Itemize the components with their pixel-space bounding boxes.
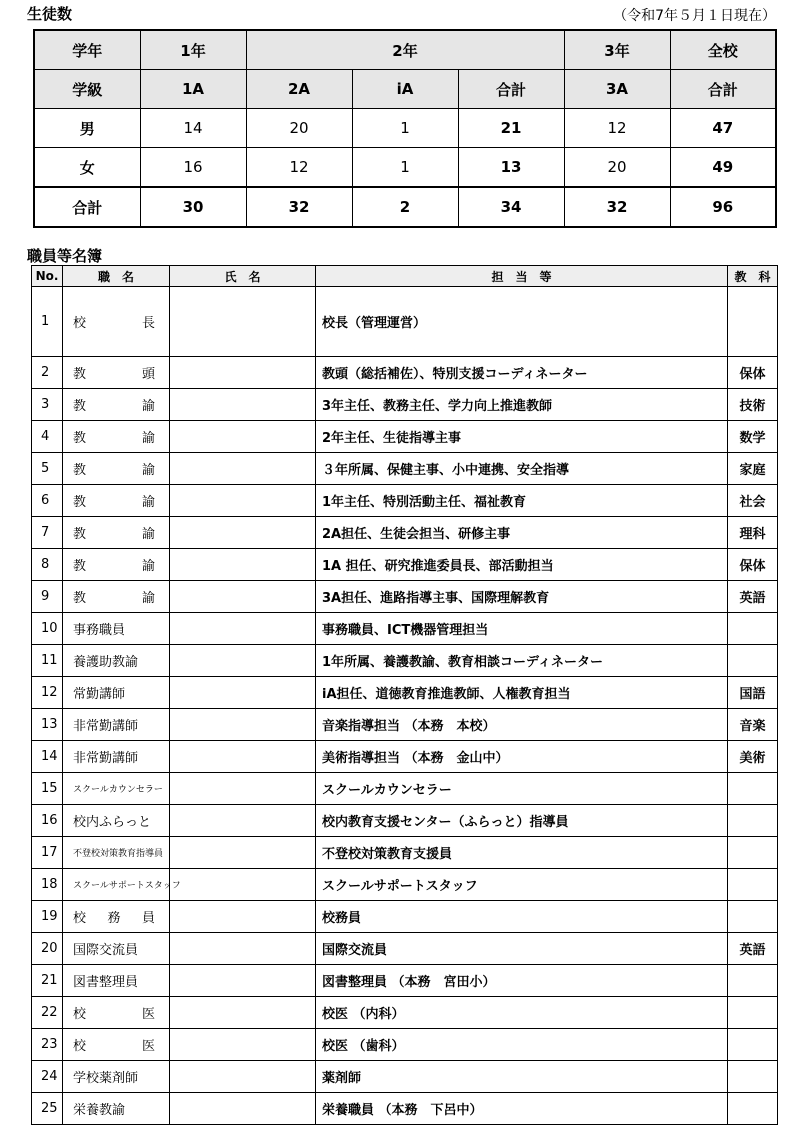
staff-subject: 美術 <box>728 741 778 773</box>
staff-name <box>170 1029 316 1061</box>
staff-name <box>170 517 316 549</box>
staff-row <box>32 645 778 677</box>
class-ia-header: iA <box>352 70 458 109</box>
header-name: 氏 名 <box>170 266 316 287</box>
staff-position: 教頭 <box>63 357 170 389</box>
staff-row <box>32 549 778 581</box>
staff-no: 24 <box>32 1061 63 1093</box>
staff-no: 4 <box>32 421 63 453</box>
staff-position: 国際交流員 <box>63 933 170 965</box>
subtotal-cell: 21 <box>458 109 564 148</box>
count-cell: 20 <box>246 109 352 148</box>
count-cell: 20 <box>564 148 670 188</box>
staff-subject <box>728 837 778 869</box>
staff-row <box>32 581 778 613</box>
staff-no: 21 <box>32 965 63 997</box>
staff-name <box>170 645 316 677</box>
staff-no: 9 <box>32 581 63 613</box>
staff-position: 教諭 <box>63 549 170 581</box>
staff-subject <box>728 997 778 1029</box>
staff-no: 13 <box>32 709 63 741</box>
staff-subject <box>728 1093 778 1125</box>
staff-subject: 技術 <box>728 389 778 421</box>
staff-row <box>32 773 778 805</box>
staff-position: 教諭 <box>63 485 170 517</box>
staff-no: 10 <box>32 613 63 645</box>
staff-name <box>170 287 316 357</box>
staff-row <box>32 357 778 389</box>
staff-duty: 3A担任、進路指導主事、国際理解教育 <box>316 581 728 613</box>
staff-position: 校内ふらっと <box>63 805 170 837</box>
staff-duty: 校内教育支援センター（ふらっと）指導員 <box>316 805 728 837</box>
staff-position: 教諭 <box>63 421 170 453</box>
count-cell: 1 <box>352 148 458 188</box>
staff-row <box>32 1093 778 1125</box>
staff-name <box>170 965 316 997</box>
class-2a-header: 2A <box>246 70 352 109</box>
staff-subject <box>728 1061 778 1093</box>
class-1a-header: 1A <box>140 70 246 109</box>
staff-duty: 1A 担任、研究推進委員長、部活動担当 <box>316 549 728 581</box>
staff-row <box>32 485 778 517</box>
staff-subject: 音楽 <box>728 709 778 741</box>
staff-row <box>32 677 778 709</box>
staff-name <box>170 1093 316 1125</box>
total-cell: 47 <box>670 109 776 148</box>
class-label: 学級 <box>34 70 140 109</box>
staff-duty: スクールサポートスタッフ <box>316 869 728 901</box>
staff-subject <box>728 965 778 997</box>
staff-duty: 校医 （歯科） <box>316 1029 728 1061</box>
staff-duty: 国際交流員 <box>316 933 728 965</box>
staff-position: スクールカウンセラー <box>63 773 170 805</box>
staff-no: 11 <box>32 645 63 677</box>
staff-no: 1 <box>32 287 63 357</box>
staff-row <box>32 709 778 741</box>
staff-subject: 保体 <box>728 357 778 389</box>
staff-subject <box>728 805 778 837</box>
staff-row <box>32 933 778 965</box>
staff-position: 校医 <box>63 997 170 1029</box>
staff-position: 栄養教諭 <box>63 1093 170 1125</box>
staff-name <box>170 773 316 805</box>
staff-duty: 3年主任、教務主任、学力向上推進教師 <box>316 389 728 421</box>
staff-no: 16 <box>32 805 63 837</box>
total-cell: 49 <box>670 148 776 188</box>
staff-name <box>170 741 316 773</box>
staff-subject <box>728 613 778 645</box>
staff-row <box>32 805 778 837</box>
staff-name <box>170 997 316 1029</box>
staff-name <box>170 869 316 901</box>
staff-row <box>32 869 778 901</box>
staff-row <box>32 613 778 645</box>
staff-name <box>170 613 316 645</box>
staff-position: 不登校対策教育指導員 <box>63 837 170 869</box>
staff-row <box>32 389 778 421</box>
staff-table <box>31 265 778 1125</box>
staff-subject: 家庭 <box>728 453 778 485</box>
header-duty: 担 当 等 <box>316 266 728 287</box>
staff-subject: 社会 <box>728 485 778 517</box>
staff-duty: 不登校対策教育支援員 <box>316 837 728 869</box>
staff-name <box>170 677 316 709</box>
count-cell: 2 <box>352 187 458 227</box>
grade-3-header: 3年 <box>564 30 670 70</box>
staff-name <box>170 805 316 837</box>
staff-subject <box>728 773 778 805</box>
staff-subject <box>728 1029 778 1061</box>
staff-position: 教諭 <box>63 581 170 613</box>
staff-row <box>32 997 778 1029</box>
total-cell: 96 <box>670 187 776 227</box>
staff-position: 図書整理員 <box>63 965 170 997</box>
student-count-table <box>33 29 777 228</box>
count-cell: 1 <box>352 109 458 148</box>
staff-no: 20 <box>32 933 63 965</box>
staff-name <box>170 421 316 453</box>
staff-duty: 薬剤師 <box>316 1061 728 1093</box>
staff-position: 学校薬剤師 <box>63 1061 170 1093</box>
staff-duty: 教頭（総括補佐）、特別支援コーディネーター <box>316 357 728 389</box>
staff-no: 14 <box>32 741 63 773</box>
staff-duty: 2年主任、生徒指導主事 <box>316 421 728 453</box>
count-cell: 32 <box>564 187 670 227</box>
staff-no: 2 <box>32 357 63 389</box>
staff-name <box>170 709 316 741</box>
staff-row <box>32 837 778 869</box>
header-no: No. <box>32 266 63 287</box>
staff-row <box>32 287 778 357</box>
staff-duty: 美術指導担当 （本務 金山中） <box>316 741 728 773</box>
staff-position: 教諭 <box>63 389 170 421</box>
staff-no: 7 <box>32 517 63 549</box>
staff-subject <box>728 645 778 677</box>
grade-2-subtotal-header: 合計 <box>458 70 564 109</box>
staff-no: 18 <box>32 869 63 901</box>
staff-position: 校務員 <box>63 901 170 933</box>
staff-duty: iA担任、道徳教育推進教師、人権教育担当 <box>316 677 728 709</box>
staff-no: 22 <box>32 997 63 1029</box>
staff-name <box>170 1061 316 1093</box>
staff-name <box>170 453 316 485</box>
staff-position: 教諭 <box>63 517 170 549</box>
staff-subject: 英語 <box>728 933 778 965</box>
staff-name <box>170 389 316 421</box>
staff-row <box>32 741 778 773</box>
staff-row <box>32 1029 778 1061</box>
grade-2-header: 2年 <box>246 30 564 70</box>
staff-subject <box>728 869 778 901</box>
staff-position: 教諭 <box>63 453 170 485</box>
grade-label: 学年 <box>34 30 140 70</box>
grade-1-header: 1年 <box>140 30 246 70</box>
row-label: 合計 <box>34 187 140 227</box>
staff-name <box>170 549 316 581</box>
staff-subject: 理科 <box>728 517 778 549</box>
staff-subject: 数学 <box>728 421 778 453</box>
row-label: 女 <box>34 148 140 188</box>
staff-no: 15 <box>32 773 63 805</box>
grade-header-row <box>34 30 776 70</box>
staff-no: 17 <box>32 837 63 869</box>
class-header-row <box>34 70 776 109</box>
header-subject: 教 科 <box>728 266 778 287</box>
staff-name <box>170 581 316 613</box>
staff-subject: 保体 <box>728 549 778 581</box>
count-cell: 32 <box>246 187 352 227</box>
staff-subject: 英語 <box>728 581 778 613</box>
staff-subject <box>728 901 778 933</box>
staff-subject <box>728 287 778 357</box>
staff-row <box>32 517 778 549</box>
staff-duty: 事務職員、ICT機器管理担当 <box>316 613 728 645</box>
staff-position: 事務職員 <box>63 613 170 645</box>
staff-duty: 栄養職員 （本務 下呂中） <box>316 1093 728 1125</box>
staff-duty: 音楽指導担当 （本務 本校） <box>316 709 728 741</box>
staff-header-row <box>32 266 778 287</box>
student-count-title: 生徒数 <box>27 5 73 23</box>
subtotal-cell: 13 <box>458 148 564 188</box>
staff-duty: スクールカウンセラー <box>316 773 728 805</box>
staff-position: スクールサポートスタッフ <box>63 869 170 901</box>
count-cell: 12 <box>246 148 352 188</box>
class-3a-header: 3A <box>564 70 670 109</box>
staff-list-title: 職員等名簿 <box>27 247 103 265</box>
male-row <box>34 109 776 148</box>
staff-position: 常勤講師 <box>63 677 170 709</box>
staff-row <box>32 965 778 997</box>
staff-position: 校長 <box>63 287 170 357</box>
staff-subject: 国語 <box>728 677 778 709</box>
staff-position: 校医 <box>63 1029 170 1061</box>
staff-duty: 1年主任、特別活動主任、福祉教育 <box>316 485 728 517</box>
staff-duty: 校務員 <box>316 901 728 933</box>
staff-name <box>170 357 316 389</box>
staff-duty: 図書整理員 （本務 宮田小） <box>316 965 728 997</box>
staff-duty: 校医 （内科） <box>316 997 728 1029</box>
staff-position: 非常勤講師 <box>63 741 170 773</box>
staff-duty: 1年所属、養護教諭、教育相談コーディネーター <box>316 645 728 677</box>
staff-no: 25 <box>32 1093 63 1125</box>
staff-no: 6 <box>32 485 63 517</box>
count-cell: 12 <box>564 109 670 148</box>
staff-duty: 校長（管理運営） <box>316 287 728 357</box>
staff-duty: ３年所属、保健主事、小中連携、安全指導 <box>316 453 728 485</box>
header-position: 職 名 <box>63 266 170 287</box>
staff-name <box>170 837 316 869</box>
staff-row <box>32 901 778 933</box>
row-label: 男 <box>34 109 140 148</box>
count-cell: 16 <box>140 148 246 188</box>
subtotal-cell: 34 <box>458 187 564 227</box>
staff-no: 3 <box>32 389 63 421</box>
staff-no: 8 <box>32 549 63 581</box>
staff-row <box>32 1061 778 1093</box>
staff-position: 非常勤講師 <box>63 709 170 741</box>
female-row <box>34 148 776 188</box>
as-of-date: （令和7年５月１日現在） <box>613 8 776 24</box>
staff-name <box>170 485 316 517</box>
staff-no: 12 <box>32 677 63 709</box>
count-cell: 30 <box>140 187 246 227</box>
staff-row <box>32 453 778 485</box>
school-subtotal-header: 合計 <box>670 70 776 109</box>
staff-no: 5 <box>32 453 63 485</box>
staff-row <box>32 421 778 453</box>
staff-position: 養護助教諭 <box>63 645 170 677</box>
staff-no: 23 <box>32 1029 63 1061</box>
staff-name <box>170 933 316 965</box>
staff-no: 19 <box>32 901 63 933</box>
staff-duty: 2A担任、生徒会担当、研修主事 <box>316 517 728 549</box>
school-total-header: 全校 <box>670 30 776 70</box>
total-row <box>34 187 776 227</box>
staff-name <box>170 901 316 933</box>
count-cell: 14 <box>140 109 246 148</box>
